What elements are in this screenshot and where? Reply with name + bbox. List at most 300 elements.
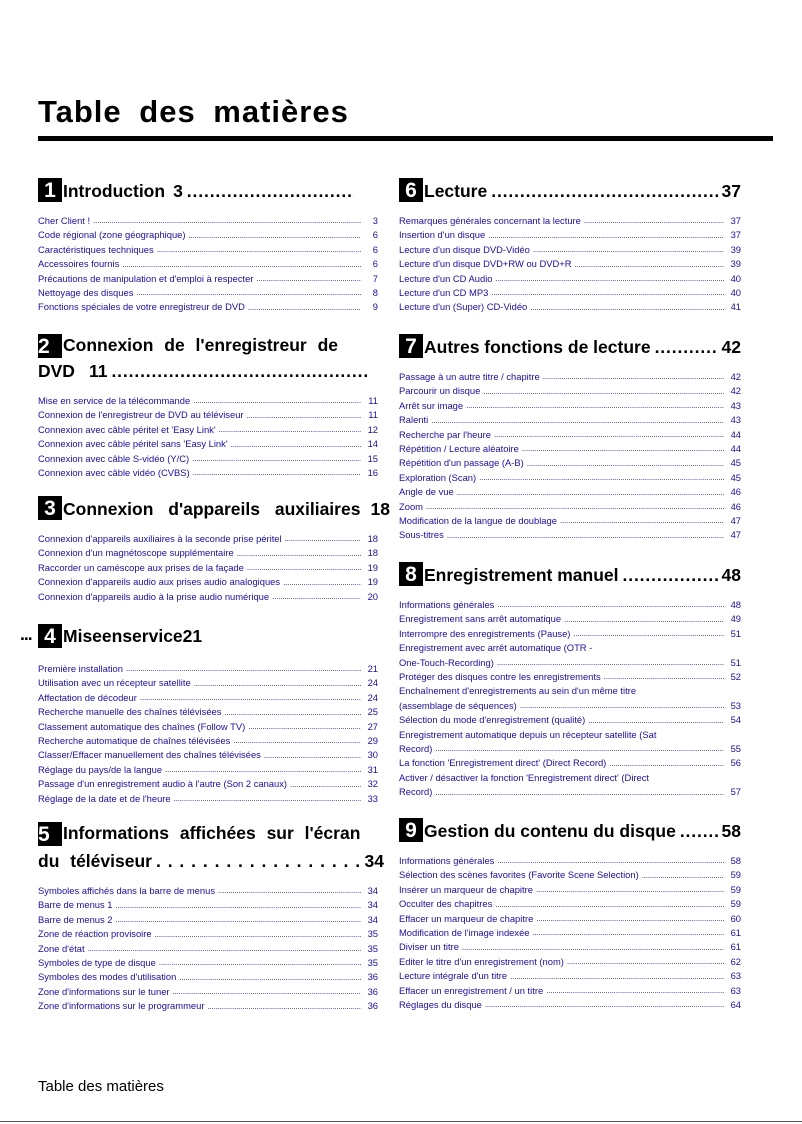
leader-dots [233, 736, 361, 745]
toc-entry[interactable] [399, 442, 741, 456]
toc-entry-label: Utilisation avec un récepteur satellite [38, 677, 191, 689]
toc-entry-page: 35 [367, 942, 378, 954]
toc-entry-label: Sous-titres [399, 529, 444, 541]
toc-entry-label: Zone d'informations sur le programmeur [38, 1000, 205, 1012]
leader-dots [248, 303, 361, 312]
toc-entry-page: 9 [372, 301, 378, 313]
toc-entry-label: Zoom [399, 500, 423, 512]
section-number: 8 [399, 562, 423, 586]
toc-entry-label-line1: Activer / désactiver la fonction 'Enregistrement direct' (Direct [399, 771, 650, 783]
section-page: 34 [364, 851, 384, 871]
leader-dots [116, 915, 361, 924]
toc-entry-page: 34 [367, 913, 378, 925]
toc-entry-label: Exploration (Scan) [399, 471, 477, 483]
toc-entry[interactable] [38, 777, 378, 791]
toc-entry-page: 11 [368, 395, 378, 406]
toc-entry[interactable] [38, 286, 378, 300]
toc-entry[interactable] [399, 912, 741, 926]
toc-entry[interactable] [399, 384, 741, 398]
toc-entry[interactable] [38, 942, 378, 956]
toc-entry[interactable] [399, 713, 741, 727]
toc-entry-label: Barre de menus 1 [38, 899, 113, 911]
toc-entry[interactable] [399, 399, 741, 413]
toc-entry-page: 45 [730, 457, 741, 469]
toc-entry[interactable] [399, 854, 741, 868]
section-4 [20, 624, 378, 806]
toc-entry-page: 64 [730, 999, 741, 1011]
toc-entry[interactable] [38, 898, 378, 912]
toc-entry-page: 43 [730, 399, 741, 411]
leader-dots [488, 231, 724, 240]
toc-entry[interactable] [38, 734, 378, 748]
toc-entry-page: 63 [730, 970, 741, 982]
toc-entry-label: Zone d'état [38, 942, 85, 954]
toc-entry[interactable] [399, 641, 741, 670]
leader-dots [494, 430, 724, 439]
leader-dots [140, 693, 361, 702]
leader-dots [173, 987, 361, 996]
section-page: 3 [173, 181, 183, 201]
toc-entry[interactable] [399, 272, 741, 286]
section-page: 37 [721, 181, 741, 201]
toc-entry-label: Fonctions spéciales de votre enregistreur de DVD [38, 301, 245, 313]
leader-dots [136, 288, 361, 297]
toc-entry-label: Protéger des disques contre les enregistrements [399, 671, 601, 683]
toc-entry-label: Lecture d'un disque DVD-Vidéo [399, 243, 530, 255]
toc-entry[interactable] [38, 575, 378, 589]
section-heading[interactable] [38, 334, 372, 358]
toc-entry-label: Caractéristiques techniques [38, 243, 154, 255]
toc-entry[interactable] [399, 969, 741, 983]
toc-entry[interactable] [38, 705, 378, 719]
toc-entry-label: Angle de vue [399, 486, 454, 498]
toc-entry[interactable] [38, 676, 378, 690]
toc-entry[interactable] [38, 300, 378, 314]
section-8 [399, 562, 741, 800]
toc-entry[interactable] [38, 257, 378, 271]
toc-entry-page: 52 [730, 671, 741, 683]
toc-entry[interactable] [38, 243, 378, 257]
leader-dots [543, 372, 724, 381]
toc-entry[interactable] [399, 728, 741, 757]
leader-dots [680, 820, 718, 842]
toc-entry-page: 6 [372, 229, 378, 241]
section-9 [399, 818, 741, 1012]
toc-entry-label: Lecture d'un CD Audio [399, 272, 493, 284]
leader-dots [290, 780, 361, 789]
toc-entry-label: Réglage de la date et de l'heure [38, 792, 171, 804]
toc-entry[interactable] [399, 257, 741, 271]
toc-entry-label: Informations générales [399, 599, 495, 610]
section-heading[interactable] [399, 818, 741, 842]
toc-entry[interactable] [399, 897, 741, 911]
toc-entry-page: 36 [367, 985, 378, 997]
leader-dots [435, 744, 724, 753]
toc-entry[interactable] [399, 756, 741, 770]
page-footer: Table des matières [38, 1078, 164, 1095]
toc-entry-page: 46 [730, 500, 741, 512]
leader-dots [604, 672, 724, 681]
section-number: 6 [399, 178, 423, 202]
toc-entry-label: Recherche par l'heure [399, 428, 491, 440]
toc-entry[interactable] [38, 452, 378, 466]
toc-entry[interactable] [38, 466, 378, 480]
toc-entry[interactable] [38, 662, 378, 676]
toc-entry-label: Sélection du mode d'enregistrement (qualité) [399, 714, 586, 726]
toc-entry[interactable] [38, 590, 378, 604]
toc-entry-page: 39 [730, 243, 741, 255]
toc-entry-page: 59 [730, 898, 741, 910]
toc-entry-label: Barre de menus 2 [38, 913, 113, 925]
leader-dots [495, 900, 724, 909]
toc-entry[interactable] [38, 423, 378, 437]
leader-dots [533, 928, 724, 937]
section-heading[interactable] [399, 334, 741, 358]
leader-dots [623, 564, 718, 586]
toc-entry-label: Lecture d'un (Super) CD-Vidéo [399, 301, 528, 313]
toc-entry-page: 42 [730, 371, 741, 382]
leader-dots [485, 1000, 724, 1009]
section-5 [38, 822, 388, 1014]
leader-dots [159, 958, 361, 967]
leader-dots [483, 387, 724, 396]
section-title-line1: Informations affichées sur l'écran [63, 823, 361, 843]
toc-entry-page: 20 [367, 590, 378, 602]
toc-entry-label: Insertion d'un disque [399, 229, 486, 241]
toc-entry-label: Remarques générales concernant la lecture [399, 215, 581, 226]
toc-entry[interactable] [38, 691, 378, 705]
entry-list [38, 662, 378, 806]
section-title: Miseenservice21 [63, 625, 203, 646]
leader-dots [156, 850, 361, 872]
section-7 [399, 334, 741, 543]
leader-dots [573, 629, 724, 638]
leader-dots [179, 973, 361, 982]
toc-entry-label: Editer le titre d'un enregistrement (nom) [399, 955, 564, 967]
leader-dots [207, 1002, 361, 1011]
toc-entry-label: Lecture d'un CD MP3 [399, 287, 489, 299]
leader-dots [546, 986, 724, 995]
leader-dots [510, 972, 724, 981]
entry-list [38, 214, 378, 315]
toc-entry[interactable] [399, 370, 741, 384]
leader-dots [218, 886, 361, 895]
toc-entry-page: 42 [730, 385, 741, 397]
toc-entry-page: 56 [730, 757, 741, 769]
toc-entry-label: Interrompre des enregistrements (Pause) [399, 627, 571, 639]
toc-entry[interactable] [38, 720, 378, 734]
toc-entry-page: 45 [730, 471, 741, 483]
toc-entry-page: 44 [730, 428, 741, 440]
toc-entry-label: Effacer un marqueur de chapitre [399, 912, 534, 924]
leader-dots [479, 473, 724, 482]
toc-entry[interactable] [399, 627, 741, 641]
leader-dots [224, 708, 361, 717]
toc-entry-page: 16 [367, 467, 378, 479]
toc-entry-page: 41 [730, 301, 741, 313]
toc-entry[interactable] [38, 999, 378, 1013]
section-number: 9 [399, 818, 423, 842]
section-1 [38, 178, 378, 315]
toc-entry-label: Informations générales [399, 855, 495, 866]
toc-entry-label: Recherche automatique de chaînes télévisées [38, 735, 231, 747]
leader-dots [533, 245, 724, 254]
leader-dots [283, 578, 361, 587]
section-heading[interactable] [399, 178, 741, 202]
toc-entry[interactable] [38, 884, 378, 898]
toc-entry[interactable] [38, 272, 378, 286]
toc-entry[interactable] [399, 984, 741, 998]
toc-entry[interactable] [38, 970, 378, 984]
toc-entry-label: Mise en service de la télécommande [38, 395, 191, 406]
toc-entry-page: 19 [367, 561, 378, 573]
toc-entry-label: Cher Client ! [38, 215, 91, 226]
section-heading[interactable] [20, 624, 378, 648]
toc-entry-page: 30 [367, 749, 378, 761]
leader-dots [527, 459, 724, 468]
leader-dots [536, 885, 724, 894]
toc-entry[interactable] [399, 286, 741, 300]
leader-dots [564, 615, 724, 624]
toc-entry[interactable] [38, 408, 378, 422]
toc-entry[interactable] [38, 748, 378, 762]
leader-dots [575, 260, 724, 269]
toc-entry-label: Recherche manuelle des chaînes télévisées [38, 706, 222, 718]
toc-entry[interactable] [38, 927, 378, 941]
leader-dots [496, 274, 724, 283]
toc-entry-page: 32 [367, 778, 378, 790]
toc-entry-label-line2: Record) [399, 743, 433, 755]
entry-list [399, 370, 741, 543]
leader-dots [193, 396, 361, 405]
toc-entry-label: Connexion avec câble vidéo (CVBS) [38, 467, 190, 479]
section-page: 42 [721, 337, 741, 357]
toc-entry-page: 34 [367, 899, 378, 911]
toc-entry-page: 19 [367, 576, 378, 588]
leader-dots [93, 216, 361, 225]
entry-list [38, 884, 378, 1014]
toc-entry-label: Connexion avec câble péritel sans 'Easy Link' [38, 438, 228, 450]
section-heading-line2[interactable] [38, 360, 372, 382]
section-number: 7 [399, 334, 423, 358]
toc-entry-label: Connexion d'appareils audio aux prises audio analogiques [38, 576, 281, 588]
section-heading[interactable] [38, 178, 358, 202]
leader-dots [462, 943, 724, 952]
toc-entry-label: Arrêt sur image [399, 399, 464, 411]
toc-entry-label: Connexion d'appareils auxiliaires à la seconde prise péritel [38, 533, 282, 544]
section-page: 11 [88, 361, 108, 381]
leader-dots [491, 288, 724, 297]
toc-entry[interactable] [399, 514, 741, 528]
leader-dots [457, 488, 724, 497]
leader-dots [655, 336, 718, 358]
toc-entry-label: Raccorder un caméscope aux prises de la façade [38, 561, 244, 573]
toc-entry[interactable] [38, 763, 378, 777]
leader-dots [157, 245, 361, 254]
leader-dots [194, 679, 361, 688]
leader-dots [174, 794, 361, 803]
toc-entry[interactable] [38, 561, 378, 575]
leader-dots [165, 765, 361, 774]
section-heading-line2[interactable] [38, 850, 384, 872]
toc-entry-label: Connexion de l'enregistreur de DVD au téléviseur [38, 409, 244, 421]
toc-entry-page: 6 [372, 258, 378, 270]
toc-entry[interactable] [399, 868, 741, 882]
toc-entry-page: 24 [367, 677, 378, 689]
toc-entry-label: Zone de réaction provisoire [38, 928, 152, 940]
toc-entry-label: Première installation [38, 663, 123, 674]
leader-dots [522, 444, 724, 453]
section-2 [38, 334, 378, 480]
leader-dots [189, 231, 361, 240]
toc-entry-page: 36 [367, 1000, 378, 1012]
toc-entry[interactable] [399, 771, 741, 800]
leader-dots [187, 180, 354, 202]
toc-entry[interactable] [399, 926, 741, 940]
toc-entry[interactable] [399, 528, 741, 542]
entry-list [38, 394, 378, 480]
toc-entry[interactable] [399, 500, 741, 514]
section-title: Connexion d'appareils auxiliaires [63, 499, 361, 519]
toc-entry[interactable] [38, 532, 378, 546]
toc-entry[interactable] [399, 428, 741, 442]
toc-entry-page: 53 [730, 699, 741, 711]
toc-entry-page: 25 [367, 706, 378, 718]
toc-entry-page: 58 [730, 855, 741, 866]
toc-entry-page: 7 [372, 272, 378, 284]
leader-dots [497, 600, 724, 609]
toc-entry-page: 6 [372, 243, 378, 255]
section-number: 2 [38, 334, 62, 358]
section-title: Enregistrement manuel [424, 565, 619, 585]
leader-dots [193, 468, 361, 477]
section-number: 5 [38, 822, 62, 846]
section-heading[interactable] [399, 562, 741, 586]
toc-entry[interactable] [38, 546, 378, 560]
leader-dots: ... [20, 624, 32, 644]
toc-entry[interactable] [38, 956, 378, 970]
toc-entry-label: Réglage du pays/de la langue [38, 763, 163, 775]
toc-entry-page: 33 [367, 792, 378, 804]
section-page: 18 [370, 499, 390, 519]
toc-entry[interactable] [38, 792, 378, 806]
toc-entry-label-line2: (assemblage de séquences) [399, 699, 517, 711]
toc-entry-page: 27 [367, 720, 378, 732]
toc-entry-label: Lecture d'un disque DVD+RW ou DVD+R [399, 258, 572, 270]
toc-entry[interactable] [399, 670, 741, 684]
section-heading[interactable] [38, 822, 364, 846]
toc-entry-label: Répétition / Lecture aléatoire [399, 443, 519, 455]
toc-entry-page: 37 [730, 229, 741, 241]
toc-entry-page: 15 [367, 452, 378, 464]
toc-entry-page: 47 [730, 529, 741, 541]
toc-entry-label: Insérer un marqueur de chapitre [399, 883, 533, 895]
toc-entry-page: 55 [730, 743, 741, 755]
toc-entry-page: 12 [367, 423, 378, 435]
toc-entry-label: Modification de l'image indexée [399, 927, 530, 939]
section-number: 4 [38, 624, 62, 648]
toc-entry-page: 3 [372, 215, 378, 226]
toc-entry[interactable] [399, 214, 741, 228]
toc-entry-page: 29 [367, 735, 378, 747]
leader-dots [116, 901, 361, 910]
toc-entry-row2 [399, 656, 741, 670]
toc-entry-label: Affectation de décodeur [38, 691, 137, 703]
toc-entry[interactable] [399, 456, 741, 470]
leader-dots [447, 531, 724, 540]
toc-entry-label-line2: One-Touch-Recording) [399, 656, 494, 668]
toc-entry-page: 40 [730, 287, 741, 299]
entry-list [38, 532, 378, 604]
section-title-line2: DVD [38, 361, 75, 381]
section-3 [38, 496, 390, 604]
toc-entry[interactable] [399, 940, 741, 954]
toc-entry[interactable] [38, 214, 378, 228]
leader-dots [567, 957, 724, 966]
toc-entry-page: 18 [367, 547, 378, 559]
toc-entry-page: 51 [730, 627, 741, 639]
toc-entry[interactable] [399, 485, 741, 499]
toc-entry-label: Connexion avec câble S-vidéo (Y/C) [38, 452, 190, 464]
toc-entry[interactable] [38, 394, 378, 408]
toc-entry-label: Passage d'un enregistrement audio à l'autre (Son 2 canaux) [38, 778, 288, 790]
toc-entry-label: Classer/Effacer manuellement des chaînes télévisées [38, 749, 261, 761]
toc-entry[interactable] [38, 985, 378, 999]
toc-entry[interactable] [399, 998, 741, 1012]
toc-entry[interactable] [399, 413, 741, 427]
toc-entry-page: 48 [730, 599, 741, 610]
toc-entry[interactable] [399, 684, 741, 713]
toc-entry[interactable] [38, 228, 378, 242]
section-page: 58 [721, 821, 741, 841]
toc-entry-label: Modification de la langue de doublage [399, 515, 557, 527]
toc-entry-row2 [399, 785, 741, 799]
toc-entry[interactable] [399, 300, 741, 314]
leader-dots [285, 534, 361, 543]
section-heading[interactable] [38, 496, 390, 520]
toc-entry-page: 60 [730, 912, 741, 924]
toc-entry-page: 21 [367, 663, 378, 674]
leader-dots [560, 516, 724, 525]
toc-entry[interactable] [399, 883, 741, 897]
section-number: 1 [38, 178, 62, 202]
toc-entry[interactable] [399, 471, 741, 485]
toc-entry[interactable] [399, 955, 741, 969]
toc-entry[interactable] [399, 612, 741, 626]
toc-entry[interactable] [399, 228, 741, 242]
toc-entry-page: 11 [368, 409, 378, 421]
leader-dots [530, 303, 724, 312]
leader-dots [642, 871, 724, 880]
toc-entry[interactable] [38, 437, 378, 451]
leader-dots [88, 944, 361, 953]
toc-entry-page: 34 [367, 885, 378, 896]
toc-entry[interactable] [399, 243, 741, 257]
toc-entry-page: 59 [730, 883, 741, 895]
toc-entry-label-line1: Enregistrement automatique depuis un récepteur satellite (Sat [399, 728, 657, 740]
leader-dots [466, 401, 724, 410]
toc-entry-label: Réglages du disque [399, 999, 482, 1011]
toc-entry-label: Classement automatique des chaînes (Follow TV) [38, 720, 246, 732]
toc-entry-label-line1: Enchaînement d'enregistrements au sein d'un même titre [399, 685, 637, 697]
leader-dots [111, 360, 368, 382]
toc-entry-label: Effacer un enregistrement / un titre [399, 984, 544, 996]
toc-entry[interactable] [399, 598, 741, 612]
toc-entry-label: Répétition d'un passage (A-B) [399, 457, 524, 469]
leader-dots [491, 180, 717, 202]
toc-entry[interactable] [38, 913, 378, 927]
toc-entry-page: 63 [730, 984, 741, 996]
